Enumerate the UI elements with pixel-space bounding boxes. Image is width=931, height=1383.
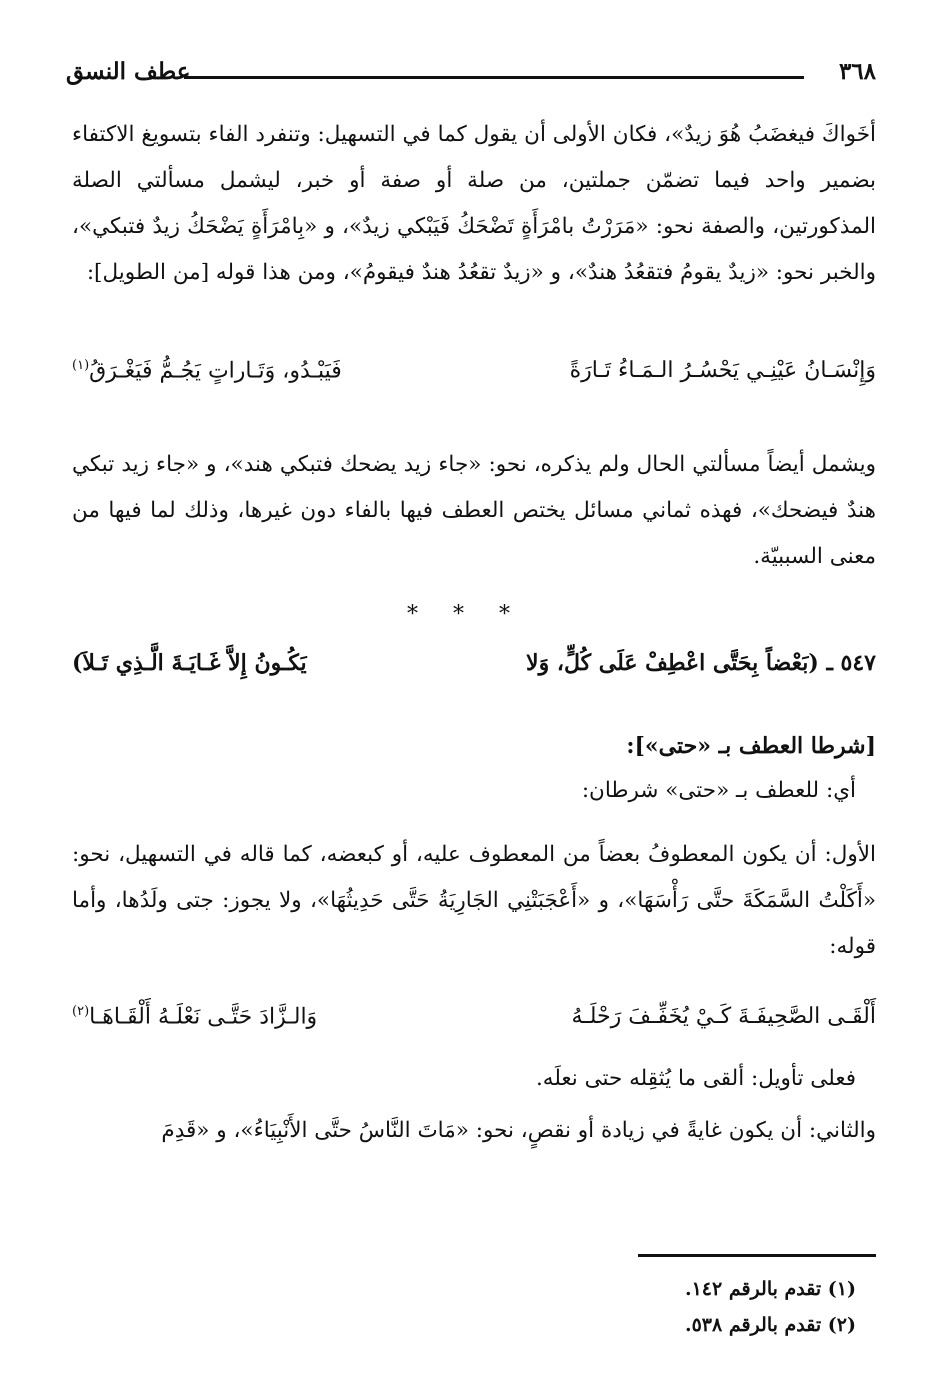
paragraph-2: ويشمل أيضاً مسألتي الحال ولم يذكره، نحو: «جاء زيد يضحك فتبكي هند»، و «جاء زيد تبكي هندٌ فيضحك»، فهذه ثماني مسائل يختص العطف فيها بالفاء دون غيرها، وذلك لما فيها من معنى السببيّة. bbox=[72, 452, 876, 569]
header-rule bbox=[184, 76, 804, 79]
page-number: ٣٦٨ bbox=[838, 58, 876, 85]
poem-547-second-hemistich: يَكُـونُ إِلاَّ غَـايَـةَ الَّـذِي تَـلاَ) bbox=[72, 650, 307, 676]
second-condition-line: والثاني: أن يكون غايةً في زيادة أو نقصٍ، نحو: «مَاتَ النَّاسُ حتَّى الأَنْبِيَاءُ»، و «قَدِمَ bbox=[161, 1118, 876, 1143]
running-title: عطف النسق bbox=[66, 58, 191, 85]
verse-2-second-hemistich bbox=[72, 1004, 317, 1029]
section-separator: * * * bbox=[407, 602, 524, 627]
footnote-mark-1: (١) bbox=[72, 358, 90, 373]
verse-2 bbox=[72, 1004, 876, 1044]
verse-1-first-hemistich: وَإِنْسَـانُ عَيْنِـي يَحْسُـرُ الـمَـاءُ تَـارَةً bbox=[569, 358, 876, 383]
poem-547 bbox=[72, 650, 876, 690]
conditions-intro: أي: للعطف بـ «حتى» شرطان: bbox=[581, 778, 856, 803]
section-heading: [شرطا العطف بـ «حتى»]: bbox=[626, 733, 876, 759]
footnote-rule bbox=[638, 1254, 876, 1257]
footnote-1: (١) تقدم بالرقم ١٤٢. bbox=[684, 1278, 856, 1300]
interpretation-line: فعلى تأويل: ألقى ما يُثقِله حتى نعلَه. bbox=[535, 1066, 856, 1091]
paragraph-1: أخَواكَ فيغضَبُ هُوَ زيدٌ»، فكان الأولى أن يقول كما في التسهيل: وتنفرد الفاء بتسويغ الاكتفاء بضمير واحد فيما تضمّن جملتين، من صلة أو صفة أو خبر، ليشمل مسألتي الصلة المذكورتين، والصفة نحو: «مَرَرْتُ بامْرَأَةٍ تَضْحَكُ فَيَبْكي زيدٌ»، و «بِامْرَأَةٍ يَضْحَكُ زيدٌ فتبكي»، والخبر نحو: «زيدٌ يقومُ فتقعُدُ هندٌ»، و «زيدٌ تقعُدُ هندٌ فيقومُ»، ومن هذا قوله [من الطويل]: bbox=[72, 122, 876, 285]
verse-2-second-text: وَالـزَّادَ حَتَّـى نَعْلَـهُ أَلْقَـاهَـا bbox=[89, 1004, 318, 1030]
footnote-mark-2: (٢) bbox=[72, 1004, 90, 1019]
footnote-2: (٢) تقدم بالرقم ٥٣٨. bbox=[684, 1314, 856, 1336]
verse-1-second-text: فَيَبْـدُو، وَتَـاراتٍ يَجُـمُّ فَيَغْـرَقُ bbox=[89, 358, 342, 384]
page-header bbox=[66, 58, 876, 92]
verse-1 bbox=[72, 358, 876, 398]
paragraph-3: الأول: أن يكون المعطوفُ بعضاً من المعطوف عليه، أو كبعضه، كما قاله في التسهيل، نحو: «أَكَلْتُ السَّمَكَةَ حتَّى رَأْسَهَا»، و «أَعْجَبَتْنِي الجَارِيَةُ حَتَّى حَدِيثُهَا»، ولا يجوز: جتى ولَدُها، وأما قوله: bbox=[72, 842, 877, 959]
verse-2-first-hemistich: أَلْقَـى الصَّحِيفَـةَ كَـيْ يُخَفِّـفَ رَحْلَـهُ bbox=[571, 1004, 876, 1029]
poem-547-first-hemistich: ٥٤٧ ـ (بَعْضاً بِحَتَّى اعْطِفْ عَلَى كُلٍّ، وَلا bbox=[526, 650, 876, 676]
verse-1-second-hemistich bbox=[72, 358, 342, 383]
